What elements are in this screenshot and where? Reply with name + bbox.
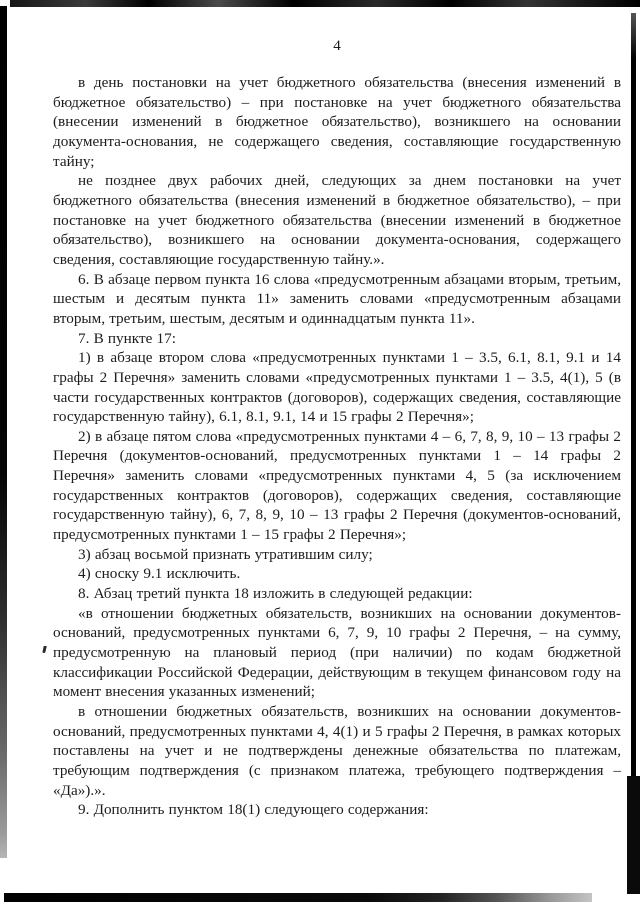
paragraph-item-8-quote-2: в отношении бюджетных обязательств, возникших на основании документов-оснований, предусмотренных пунктами 4, 4(1) и 5 графы 2 Перечня, в рамках которых поставлены на учет и не подтверждены денежные обязательства по платежам, требующим подтверждения (с признаком платежа, требующего подтверждения – «Да»).». <box>53 703 621 799</box>
paragraph-item-7-sub-2: 2) в абзаце пятом слова «предусмотренных пунктами 4 – 6, 7, 8, 9, 10 – 13 графы 2 Перечня (документов-оснований, предусмотренных пунктами 1 – 14 графы 2 Перечня» заменить словами «предусмотренных пунктами 4, 5 (за исключением государственных контрактов (договоров), содержащих сведения, составляющие государственную тайну), 6, 7, 8, 9, 10 – 13 графы 2 Перечня (документов-оснований, предусмотренных пунктами 1 – 15 графы 2 Перечня»; <box>53 427 621 544</box>
scan-artifact-stray-mark <box>42 646 46 653</box>
scan-artifact-bottom-bar <box>4 893 592 902</box>
page-number: 4 <box>333 37 341 54</box>
paragraph-deadline-two-days: не позднее двух рабочих дней, следующих за днем постановки на учет бюджетного обязательства (внесения изменений в бюджетное обязательство), – при постановке на учет бюджетного обязательства (внесении изменений в бюджетное обязательство), возникшего на основании документа-основания, содержащего сведения, составляющие государственную тайну.». <box>53 172 621 268</box>
paragraph-item-6: 6. В абзаце первом пункта 16 слова «предусмотренным абзацами вторым, третьим, шестым и десятым пункта 11» заменить словами «предусмотренным абзацами вторым, третьим, шестым, десятым и одиннадцатым пункта 11». <box>53 270 621 327</box>
scan-artifact-right-strip <box>631 13 636 777</box>
paragraph-item-7-sub-1: 1) в абзаце втором слова «предусмотренных пунктами 1 – 3.5, 6.1, 8.1, 9.1 и 14 графы 2 Перечня» заменить словами «предусмотренных пунктами 1 – 3.5, 4(1), 5 (в части государственных контрактов (договоров), содержащих сведения, составляющие государственную тайну), 6.1, 8.1, 9.1, 14 и 15 графы 2 Перечня»; <box>53 349 621 426</box>
paragraph-item-7-sub-4: 4) сноску 9.1 исключить. <box>78 565 241 583</box>
paragraph-item-9: 9. Дополнить пунктом 18(1) следующего содержания: <box>78 801 429 819</box>
scan-artifact-right-block <box>627 776 640 894</box>
paragraph-item-7: 7. В пункте 17: <box>78 329 176 347</box>
document-body <box>53 73 621 820</box>
scan-artifact-left-strip <box>0 6 7 858</box>
paragraph-item-8-quote-1: «в отношении бюджетных обязательств, возникших на основании документов-оснований, предусмотренных пунктами 6, 7, 9, 10 графы 2 Перечня, – на сумму, предусмотренную на плановый период (при наличии) по кодам бюджетной классификации Российской Федерации, действующим в текущем финансовом году на момент внесения указанных изменений; <box>53 604 621 701</box>
paragraph-item-8: 8. Абзац третий пункта 18 изложить в следующей редакции: <box>78 585 473 603</box>
scan-artifact-top-bar <box>10 0 640 7</box>
paragraph-item-7-sub-3: 3) абзац восьмой признать утратившим силу; <box>78 545 373 563</box>
paragraph-deadline-same-day: в день постановки на учет бюджетного обязательства (внесения изменений в бюджетное обязательство) – при постановке на учет бюджетного обязательства (внесении изменений в бюджетное обязательство), возникшего на основании документа-основания, не содержащего сведения, составляющие государственную тайну; <box>53 74 621 170</box>
